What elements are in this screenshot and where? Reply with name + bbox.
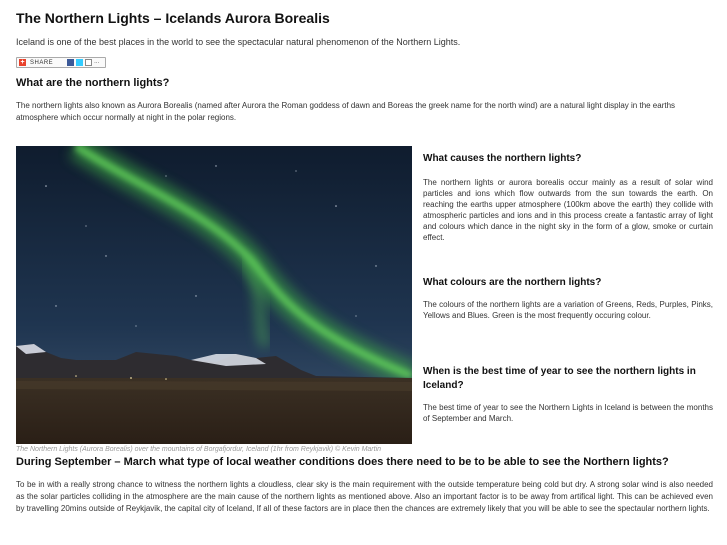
facebook-icon[interactable] <box>67 59 74 66</box>
photo-caption: The Northern Lights (Aurora Borealis) over the mountains of Borgafjordur, Iceland (1hr from Reykjavik) © Kevin Martin <box>16 446 382 453</box>
heading-causes: What causes the northern lights? <box>423 153 582 164</box>
paragraph-when: The best time of year to see the Northern Lights in Iceland is between the months of September and March. <box>423 403 713 423</box>
paragraph-weather: To be in with a really strong chance to witness the northern lights a cloudless, clear sky is the main requirement with the outside temperature being cold but dry. A strong solar wind is also needed as the solar particles colliding in the atmosphere are the main cause of the northern lights as mentioned above. Also an important factor is to be away from artifical light. This can be achieved even by travelling 20mins outside of Reykjavik, the capital city of Iceland, If all of these factors are in place then the chances are extremely likely that you will be able to see the spectaular northern lights. <box>16 480 713 513</box>
paragraph-what: The northern lights also known as Aurora Borealis (named after Aurora the Roman goddess of dawn and Boreas the greek name for the north wind) are a natural light display in the earths atmosphere which occur normally at night in the polar regions. <box>16 101 676 122</box>
intro-text: Iceland is one of the best places in the world to see the spectacular natural phenomenon of the Northern Lights. <box>16 37 461 47</box>
heading-colours: What colours are the northern lights? <box>423 277 602 288</box>
paragraph-causes: The northern lights or aurora borealis occur mainly as a result of solar wind particles and ions which flow outwards from the sun towards the earth. On reaching the earths upper atmosphere (100km above the earth) they collide with atmospheric particles and ions and in this process create a fantastic array of light and colours which dance in the night sky in the form of a glow, smoke or curtain effect. <box>423 178 713 242</box>
heading-what: What are the northern lights? <box>16 77 170 89</box>
more-share-icon[interactable]: ... <box>94 59 100 65</box>
heading-when: When is the best time of year to see the northern lights in Iceland? <box>423 366 696 391</box>
aurora-photo <box>16 146 412 444</box>
email-icon[interactable] <box>85 59 92 66</box>
page-title: The Northern Lights – Icelands Aurora Borealis <box>16 10 330 26</box>
share-label: SHARE <box>30 59 54 66</box>
twitter-icon[interactable] <box>76 59 83 66</box>
heading-weather: During September – March what type of local weather conditions does there need to be to be able to see the Northern lights? <box>16 456 669 468</box>
paragraph-colours: The colours of the northern lights are a variation of Greens, Reds, Purples, Pinks, Yellows and Blues. Green is the most frequently occuring colour. <box>423 300 713 320</box>
share-button[interactable] <box>16 57 106 68</box>
plus-icon: + <box>20 59 25 66</box>
